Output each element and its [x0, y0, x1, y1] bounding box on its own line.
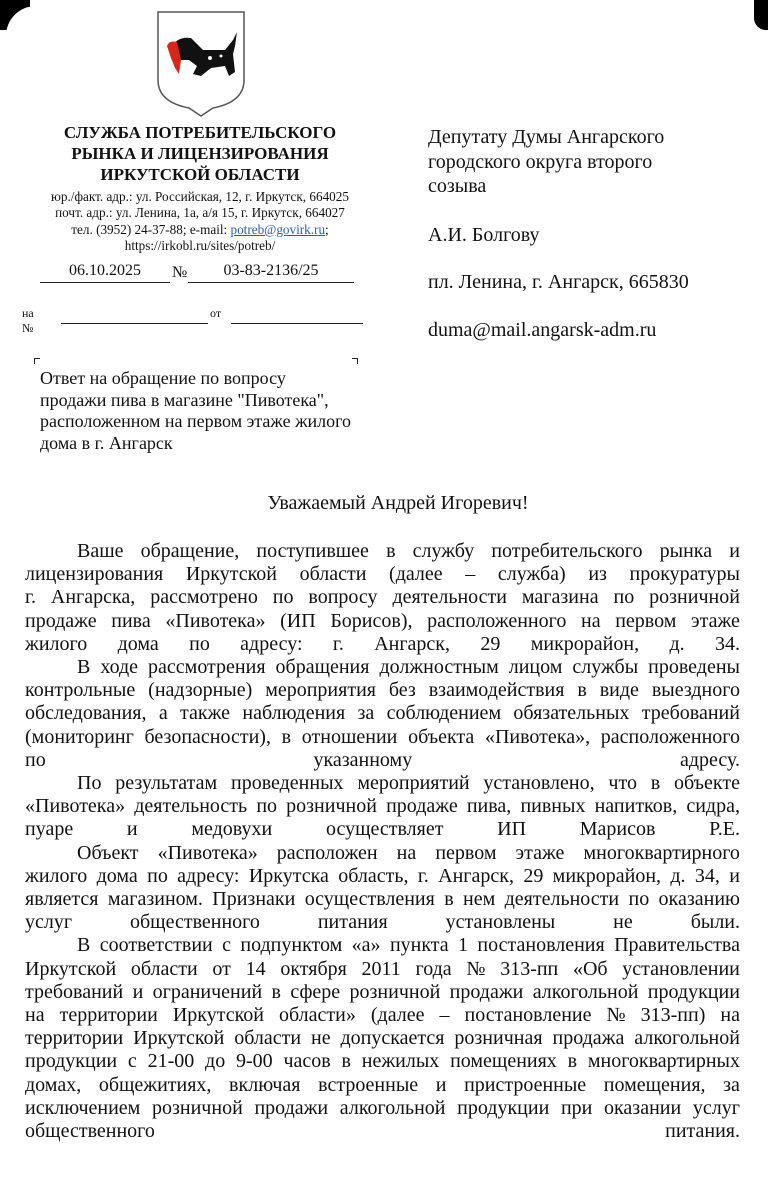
word: услуг	[692, 1096, 740, 1119]
paragraph-line: жилого дома по адресу: г. Ангарск, 29 микрорайон, д. 34.	[25, 632, 740, 655]
word: в	[650, 772, 661, 795]
organization-name	[0, 122, 400, 185]
recipient-title	[428, 125, 664, 199]
word: постановления	[477, 934, 605, 957]
paragraph-line	[25, 772, 740, 795]
word: д.	[670, 864, 686, 887]
paragraph-line	[25, 726, 740, 749]
word: по	[613, 586, 635, 609]
recipient-email: duma@mail.angarsk-adm.ru	[428, 319, 657, 341]
paragraph-line	[25, 888, 740, 911]
word: деятельности	[504, 888, 620, 911]
word: Ваше	[77, 540, 124, 562]
subject-line: расположенном на первом этаже жилого	[40, 411, 352, 431]
paragraph-line	[25, 1074, 740, 1097]
word: выездного	[651, 679, 740, 702]
word: (ИП	[280, 609, 316, 632]
word: наблюдения	[242, 702, 346, 725]
word: алкогольной	[532, 980, 639, 1003]
word: результатам	[115, 772, 218, 795]
word: Иркутской	[185, 563, 277, 586]
word: №	[466, 957, 486, 980]
word: г.	[417, 864, 429, 887]
recipient-line: городского округа второго	[428, 150, 653, 173]
paragraph-line	[25, 656, 740, 679]
word: магазина	[521, 586, 599, 609]
word: продукции	[25, 1050, 118, 1073]
word: безопасности),	[144, 725, 271, 748]
word: по	[256, 795, 278, 818]
word: проведенных	[230, 772, 344, 795]
phone-email-line	[0, 222, 400, 238]
paragraph-line	[25, 610, 740, 633]
word: В	[77, 656, 91, 679]
word: этаже	[691, 609, 740, 632]
word: 29	[523, 864, 544, 887]
word: обращения	[275, 656, 370, 679]
word: и	[729, 540, 740, 562]
word: установлении	[622, 957, 740, 980]
word: г.	[25, 586, 36, 609]
word: 34,	[694, 864, 720, 887]
word: (мониторинг	[25, 725, 134, 748]
paragraph-line	[25, 842, 740, 865]
word: Признаки	[212, 888, 296, 911]
word: напитков,	[594, 795, 678, 818]
word: 14	[245, 957, 266, 980]
word: постановление	[464, 1004, 592, 1027]
word: что	[608, 772, 637, 795]
website: https://irkobl.ru/sites/potreb/	[124, 237, 276, 253]
word: с	[127, 1050, 137, 1073]
word: 313-пп)	[640, 1004, 706, 1027]
word: область,	[338, 864, 409, 887]
word: «Пивотека»,	[484, 725, 591, 748]
word: адресу:	[177, 864, 240, 887]
word: до	[205, 1050, 226, 1073]
word: алкогольной	[339, 1096, 446, 1119]
word: допускается	[340, 1027, 445, 1050]
word: соответствии	[99, 934, 213, 957]
word: установлено,	[483, 772, 595, 795]
word: на	[25, 1004, 45, 1027]
word: вопросу	[308, 586, 378, 609]
ref-number-label: на №	[22, 306, 34, 335]
paragraph	[25, 842, 740, 935]
word: сфере	[290, 980, 341, 1003]
word: ограничений	[152, 980, 263, 1003]
word: Объект	[77, 841, 139, 864]
screen-corner	[0, 0, 30, 30]
paragraph	[25, 934, 740, 1143]
word: –	[465, 563, 476, 586]
word: подпунктом	[240, 934, 343, 957]
paragraph-line: пуаре и медовухи осуществляет ИП Марисов Р.Е.	[25, 818, 740, 841]
word: многоквартирного	[583, 841, 740, 864]
paragraph-line	[25, 563, 740, 586]
word: обследования,	[25, 702, 147, 725]
word: деятельности	[392, 586, 507, 609]
paragraph-line	[25, 702, 740, 725]
word: (надзорные)	[148, 679, 253, 702]
ref-from-label: от	[210, 306, 222, 320]
paragraph-line	[25, 586, 740, 609]
subject-line: дома в г. Ангарск	[40, 432, 173, 453]
date-field: 06.10.2025	[40, 262, 170, 283]
word: «Об	[572, 957, 608, 980]
word: взаимодействия	[428, 679, 565, 702]
paragraph-line	[25, 1097, 740, 1120]
word: с	[222, 934, 231, 957]
word: исключением	[25, 1096, 141, 1119]
word: –	[439, 1004, 450, 1027]
word: объекта	[408, 725, 475, 748]
word: по	[147, 864, 168, 887]
paragraph-line	[25, 1027, 740, 1050]
word: первом	[435, 841, 497, 864]
word: розничная	[454, 1027, 543, 1050]
word: Иркутской	[172, 1004, 264, 1027]
word: отношении	[301, 725, 398, 748]
word: расположенного	[427, 609, 567, 632]
paragraph-line: общественного питания.	[25, 1120, 740, 1143]
paragraph-line	[25, 934, 740, 957]
word: ходе	[100, 656, 139, 679]
word: продаже	[25, 609, 97, 632]
word: В	[77, 934, 91, 957]
word: прокуратуры	[629, 563, 740, 586]
word: на	[580, 609, 601, 632]
paragraph-line: услуг общественного питания установлены не были.	[25, 911, 740, 934]
word: мероприятий	[357, 772, 470, 795]
word: в	[577, 679, 587, 702]
word: рассмотрено	[150, 586, 258, 609]
word: области	[299, 563, 367, 586]
word: по	[628, 888, 650, 911]
word: 9-00	[236, 1050, 273, 1073]
word: территории	[25, 1027, 124, 1050]
word: №	[606, 1004, 626, 1027]
word: пристроенные	[464, 1073, 587, 1096]
word: домах,	[25, 1073, 82, 1096]
word: пункта	[389, 934, 449, 957]
recipient-line: Депутату Думы Ангарского	[428, 126, 665, 148]
org-line: СЛУЖБА ПОТРЕБИТЕЛЬСКОГО	[63, 123, 337, 142]
word: Иркутской	[133, 1027, 225, 1050]
letter-body	[25, 540, 740, 1143]
word: общежитиях,	[98, 1073, 212, 1096]
word: 1	[458, 934, 469, 957]
word: деятельность	[134, 795, 248, 818]
subject-line: продажи пива в магазине "Пивотека",	[40, 389, 329, 410]
bracket-corner	[352, 358, 358, 364]
word: оказании	[604, 1096, 682, 1119]
word: за	[723, 1073, 740, 1096]
word: в	[271, 980, 281, 1003]
word: 2011	[361, 957, 401, 980]
word: в	[444, 888, 454, 911]
paragraph-line	[25, 981, 740, 1004]
number-field: 03-83-2136/25	[188, 262, 354, 283]
word: продаже	[386, 795, 458, 818]
word: в	[281, 725, 292, 748]
word: проведены	[648, 656, 740, 679]
word: лицензирования	[25, 563, 164, 586]
word: магазином.	[107, 888, 203, 911]
word: является	[25, 888, 99, 911]
ref-date-field	[231, 303, 363, 324]
word: и	[132, 980, 144, 1003]
word: Ангарска,	[50, 586, 136, 609]
paragraph	[25, 540, 740, 656]
word: встроенные	[318, 1073, 419, 1096]
word: в	[567, 1050, 578, 1073]
word: оказанию	[658, 888, 740, 911]
legal-address: юр./факт. адр.: ул. Российская, 12, г. Иркутск, 664025	[51, 189, 349, 204]
word: включая	[229, 1073, 301, 1096]
paragraph-line	[25, 540, 740, 563]
phone: тел. (3952) 24-37-88; e-mail:	[71, 221, 231, 237]
word: продажа	[552, 1027, 625, 1050]
word: расположенного	[600, 725, 740, 748]
word: требований	[641, 702, 740, 725]
word: года	[415, 957, 452, 980]
ref-number-field	[61, 303, 208, 324]
word: в	[341, 1050, 351, 1073]
word: от	[212, 957, 231, 980]
word: розничной	[152, 1096, 243, 1119]
word: и	[729, 864, 740, 887]
org-line: РЫНКА И ЛИЦЕНЗИРОВАНИЯ	[71, 144, 329, 163]
paragraph	[25, 772, 740, 842]
word: рассмотрения	[148, 656, 266, 679]
word: поступившее	[256, 540, 369, 562]
word: и	[435, 1073, 447, 1096]
word: розничной	[649, 586, 740, 609]
word: сидра,	[686, 795, 740, 818]
subject-line: Ответ на обращение по вопросу	[40, 368, 286, 388]
word: в	[386, 540, 396, 562]
paragraph-line	[25, 1004, 740, 1027]
word: первом	[615, 609, 677, 632]
word: не	[310, 1027, 331, 1050]
word: часов	[283, 1050, 331, 1073]
recipient-address: пл. Ленина, г. Ангарск, 665830	[428, 271, 689, 293]
word: октября	[280, 957, 347, 980]
word: также	[180, 702, 231, 725]
word: дома	[96, 864, 138, 887]
word: «Пивотека»	[25, 795, 126, 818]
word: должностным	[379, 656, 499, 679]
word: микрорайон,	[552, 864, 662, 887]
subject	[40, 368, 370, 454]
word: требований	[25, 980, 124, 1003]
organization-contacts	[0, 189, 400, 254]
word: а	[158, 702, 168, 725]
word: жилого	[25, 864, 88, 887]
word: Иркутска	[248, 864, 329, 887]
word: из	[588, 563, 607, 586]
word: продукции	[647, 980, 740, 1003]
word: по	[272, 586, 294, 609]
word: контрольные	[25, 679, 136, 702]
word: Борисов),	[330, 609, 413, 632]
word: пивных	[520, 795, 586, 818]
screen-edge	[754, 0, 768, 30]
word: нем	[463, 888, 496, 911]
recipient-name: А.И. Болгову	[428, 224, 540, 246]
word: при	[560, 1096, 593, 1119]
word: служба)	[497, 563, 566, 586]
bracket-corner	[34, 358, 40, 364]
word: области	[234, 1027, 302, 1050]
word: помещениях	[450, 1050, 557, 1073]
word: пива,	[466, 795, 512, 818]
word: службу	[412, 540, 475, 562]
word: виде	[599, 679, 639, 702]
word: соблюдением	[386, 702, 502, 725]
word: на	[720, 1004, 740, 1027]
word: осуществления	[304, 888, 435, 911]
word: рынка	[659, 540, 713, 562]
word: «а»	[351, 934, 381, 957]
word: нежилых	[361, 1050, 440, 1073]
word: без	[388, 679, 416, 702]
word: 21-00	[147, 1050, 195, 1073]
paragraph-line	[25, 1050, 740, 1073]
recipient-line: созыва	[428, 175, 487, 197]
word: Иркутской	[25, 957, 117, 980]
word: продажи	[449, 980, 524, 1003]
salutation: Уважаемый Андрей Игоревич!	[267, 492, 529, 514]
punctuation: ;	[325, 221, 329, 237]
word: на	[396, 841, 417, 864]
paragraph-line	[25, 795, 740, 818]
word: «Пивотека»	[165, 609, 266, 632]
word: алкогольной	[634, 1027, 740, 1050]
word: розничной	[349, 980, 441, 1003]
word: розничной	[286, 795, 377, 818]
paragraph-line	[25, 958, 740, 981]
email-link[interactable]: potreb@govirk.ru	[230, 221, 326, 237]
word: лицом	[508, 656, 563, 679]
word: (далее	[370, 1004, 425, 1027]
paragraph-line	[25, 865, 740, 888]
word: обязательных	[513, 702, 630, 725]
word: за	[357, 702, 375, 725]
paragraph-line	[25, 679, 740, 702]
word: По	[77, 772, 102, 795]
word: обращение,	[140, 540, 240, 562]
word: многоквартирных	[587, 1050, 740, 1073]
word: области»	[279, 1004, 356, 1027]
word: пива	[111, 609, 151, 632]
word: мероприятия	[265, 679, 376, 702]
word: территории	[59, 1004, 158, 1027]
word: Ангарск,	[438, 864, 514, 887]
word: Правительства	[614, 934, 740, 957]
word: объекте	[674, 772, 740, 795]
word: потребительского	[491, 540, 643, 562]
word: помещения,	[603, 1073, 706, 1096]
word: области	[130, 957, 198, 980]
word: службы	[572, 656, 639, 679]
paragraph	[25, 656, 740, 772]
paragraph-line: по указанному адресу.	[25, 748, 740, 771]
org-line: ИРКУТСКОЙ ОБЛАСТИ	[100, 165, 300, 184]
word: этаже	[515, 841, 565, 864]
word: (далее	[389, 563, 443, 586]
word: продукции	[457, 1096, 550, 1119]
word: 313-пп	[500, 957, 559, 980]
irkutsk-coat-of-arms-logo	[155, 10, 247, 118]
number-label: №	[172, 264, 188, 281]
word: «Пивотека»	[157, 841, 258, 864]
postal-address: почт. адр.: ул. Ленина, 1а, а/я 15, г. Иркутск, 664027	[55, 205, 345, 221]
word: расположен	[276, 841, 378, 864]
word: продажи	[254, 1096, 329, 1119]
